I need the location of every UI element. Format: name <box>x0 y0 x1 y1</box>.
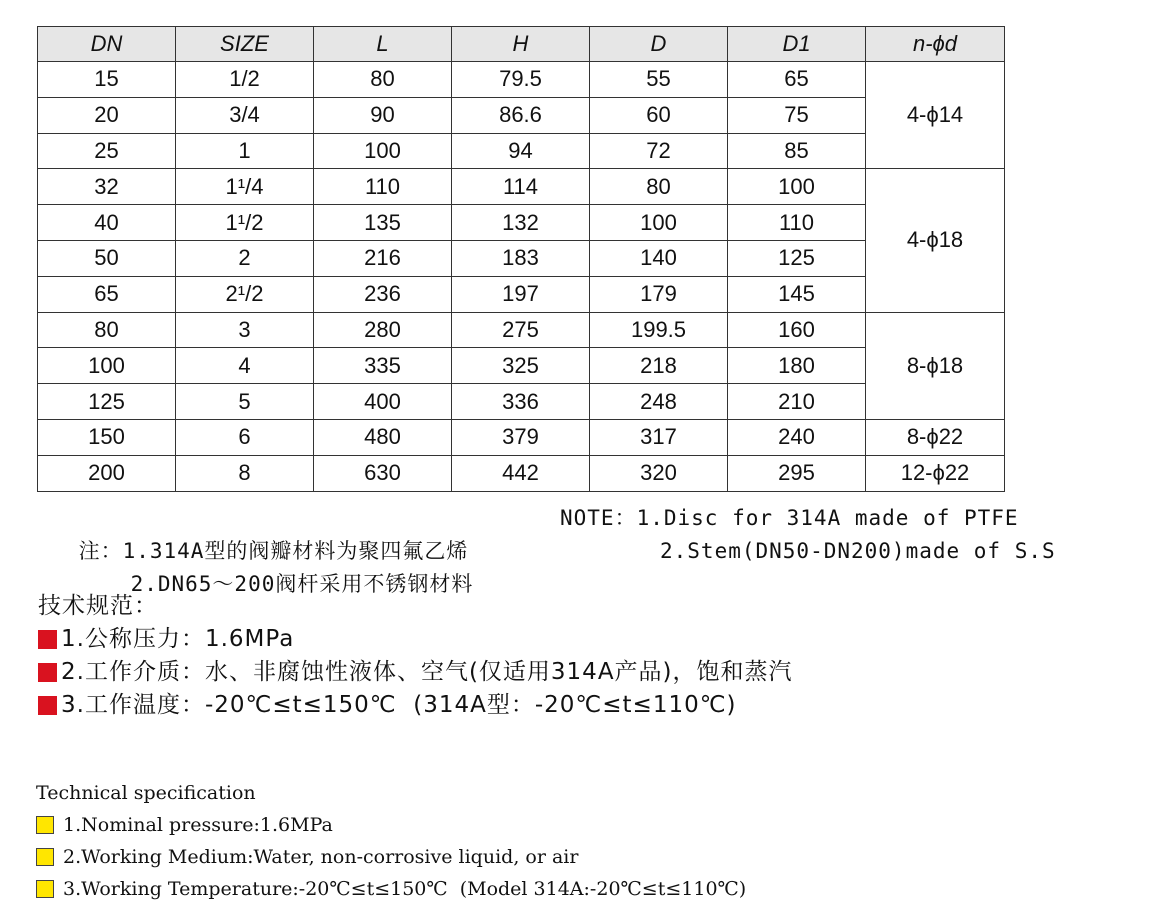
cell-h: 325 <box>452 348 590 384</box>
cell-size: 3/4 <box>176 97 314 133</box>
cell-d: 248 <box>590 384 728 420</box>
cell-size: 2 <box>176 240 314 276</box>
spec-en-item-2 <box>36 841 746 873</box>
note-zh-2: 2.DN65～200阀杆采用不锈钢材料 <box>130 572 474 596</box>
cell-bolt-holes: 12-ϕ22 <box>866 455 1005 491</box>
cell-h: 183 <box>452 240 590 276</box>
table-row <box>38 133 1005 169</box>
cell-bolt-holes: 8-ϕ22 <box>866 419 1005 455</box>
cell-h: 132 <box>452 205 590 241</box>
cell-l: 236 <box>314 276 452 312</box>
cell-d: 179 <box>590 276 728 312</box>
cell-l: 110 <box>314 169 452 205</box>
cell-d: 80 <box>590 169 728 205</box>
spec-en-item-3 <box>36 873 746 905</box>
cell-d: 317 <box>590 419 728 455</box>
cell-d1: 145 <box>728 276 866 312</box>
cell-d: 199.5 <box>590 312 728 348</box>
cell-l: 280 <box>314 312 452 348</box>
cell-bolt-holes: 4-ϕ18 <box>866 169 1005 312</box>
header-bolt-holes: n-ϕd <box>866 27 1005 62</box>
cell-size: 1¹/2 <box>176 205 314 241</box>
cell-h: 79.5 <box>452 62 590 98</box>
note-row-2 <box>24 535 1154 596</box>
spec-en-item-1-text: 1.Nominal pressure:1.6MPa <box>63 814 333 836</box>
cell-d1: 160 <box>728 312 866 348</box>
cell-dn: 125 <box>38 384 176 420</box>
table-row <box>38 169 1005 205</box>
cell-l: 630 <box>314 455 452 491</box>
cell-dn: 65 <box>38 276 176 312</box>
table-row <box>38 276 1005 312</box>
cell-l: 216 <box>314 240 452 276</box>
cell-size: 1 <box>176 133 314 169</box>
spec-zh-title: 技术规范： <box>38 593 158 619</box>
cell-dn: 50 <box>38 240 176 276</box>
spec-en-item-2-text: 2.Working Medium:Water, non-corrosive liquid, or air <box>63 846 579 868</box>
cell-h: 197 <box>452 276 590 312</box>
header-size: SIZE <box>176 27 314 62</box>
cell-d: 320 <box>590 455 728 491</box>
cell-d: 140 <box>590 240 728 276</box>
cell-h: 94 <box>452 133 590 169</box>
cell-d1: 240 <box>728 419 866 455</box>
table-row <box>38 205 1005 241</box>
cell-d1: 210 <box>728 384 866 420</box>
cell-d1: 180 <box>728 348 866 384</box>
cell-dn: 20 <box>38 97 176 133</box>
spec-zh-item-2 <box>38 656 793 689</box>
table-row <box>38 97 1005 133</box>
dimension-table <box>37 26 1005 492</box>
cell-size: 8 <box>176 455 314 491</box>
cell-l: 400 <box>314 384 452 420</box>
cell-l: 335 <box>314 348 452 384</box>
cell-size: 4 <box>176 348 314 384</box>
cell-l: 480 <box>314 419 452 455</box>
spec-en-item-1 <box>36 809 746 841</box>
spec-en-item-3-text: 3.Working Temperature:-20℃≤t≤150℃ (Model 314A:-20℃≤t≤110℃) <box>63 878 747 900</box>
spec-en-block <box>36 777 746 905</box>
table-body <box>38 62 1005 492</box>
table-row <box>38 62 1005 98</box>
cell-h: 442 <box>452 455 590 491</box>
cell-d1: 110 <box>728 205 866 241</box>
red-square-icon <box>38 696 57 715</box>
cell-dn: 100 <box>38 348 176 384</box>
cell-dn: 25 <box>38 133 176 169</box>
cell-d: 55 <box>590 62 728 98</box>
table-row <box>38 240 1005 276</box>
cell-d: 100 <box>590 205 728 241</box>
cell-dn: 15 <box>38 62 176 98</box>
cell-dn: 200 <box>38 455 176 491</box>
red-square-icon <box>38 663 57 682</box>
spec-zh-item-1 <box>38 623 793 656</box>
cell-dn: 80 <box>38 312 176 348</box>
table-header-row <box>38 27 1005 62</box>
table-row <box>38 419 1005 455</box>
cell-l: 135 <box>314 205 452 241</box>
spec-zh-item-3-text: 3.工作温度：-20℃≤t≤150℃ (314A型：-20℃≤t≤110℃) <box>61 692 737 718</box>
table-row <box>38 384 1005 420</box>
cell-d1: 100 <box>728 169 866 205</box>
cell-bolt-holes: 8-ϕ18 <box>866 312 1005 419</box>
yellow-square-icon <box>36 816 54 834</box>
cell-bolt-holes: 4-ϕ14 <box>866 62 1005 169</box>
spec-zh-item-3 <box>38 689 793 722</box>
yellow-square-icon <box>36 880 54 898</box>
cell-h: 86.6 <box>452 97 590 133</box>
cell-l: 100 <box>314 133 452 169</box>
cell-d1: 65 <box>728 62 866 98</box>
cell-d: 72 <box>590 133 728 169</box>
cell-dn: 40 <box>38 205 176 241</box>
cell-d1: 295 <box>728 455 866 491</box>
cell-d1: 75 <box>728 97 866 133</box>
note-en-1: NOTE：1.Disc for 314A made of PTFE <box>560 506 1019 530</box>
cell-size: 6 <box>176 419 314 455</box>
cell-size: 1/2 <box>176 62 314 98</box>
note-zh-1: 注：1.314A型的阀瓣材料为聚四氟乙烯 <box>78 539 469 563</box>
header-dn: DN <box>38 27 176 62</box>
yellow-square-icon <box>36 848 54 866</box>
spec-zh-block <box>38 590 793 722</box>
cell-l: 90 <box>314 97 452 133</box>
cell-dn: 150 <box>38 419 176 455</box>
header-d: D <box>590 27 728 62</box>
table-row <box>38 312 1005 348</box>
cell-h: 336 <box>452 384 590 420</box>
cell-size: 2¹/2 <box>176 276 314 312</box>
table-row <box>38 348 1005 384</box>
cell-d1: 125 <box>728 240 866 276</box>
spec-zh-item-2-text: 2.工作介质：水、非腐蚀性液体、空气(仅适用314A产品)，饱和蒸汽 <box>61 659 793 685</box>
red-square-icon <box>38 630 57 649</box>
cell-size: 1¹/4 <box>176 169 314 205</box>
note-en-2: 2.Stem(DN50-DN200)made of S.S <box>660 539 1056 563</box>
table-row <box>38 455 1005 491</box>
notes-block <box>24 502 1154 596</box>
header-l: L <box>314 27 452 62</box>
cell-l: 80 <box>314 62 452 98</box>
cell-h: 114 <box>452 169 590 205</box>
spec-en-title: Technical specification <box>36 782 256 804</box>
cell-h: 379 <box>452 419 590 455</box>
cell-size: 5 <box>176 384 314 420</box>
cell-d: 218 <box>590 348 728 384</box>
cell-d1: 85 <box>728 133 866 169</box>
cell-d: 60 <box>590 97 728 133</box>
header-d1: D1 <box>728 27 866 62</box>
cell-dn: 32 <box>38 169 176 205</box>
header-h: H <box>452 27 590 62</box>
cell-size: 3 <box>176 312 314 348</box>
cell-h: 275 <box>452 312 590 348</box>
spec-zh-item-1-text: 1.公称压力：1.6MPa <box>61 626 295 652</box>
